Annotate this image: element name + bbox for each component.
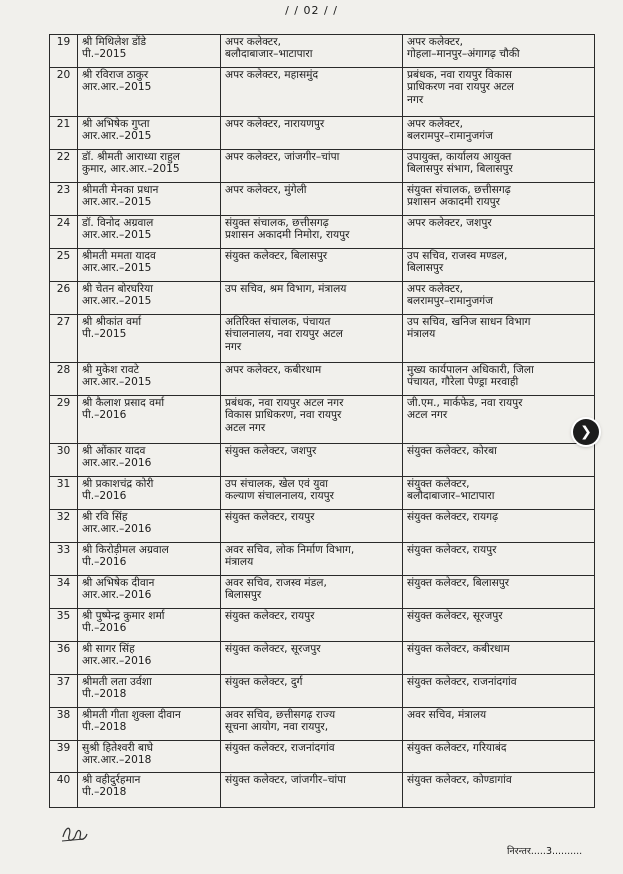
officer-name-cell-line: श्री किरोड़ीमल अग्रवाल bbox=[82, 544, 169, 556]
current-posting-cell-line: संयुक्त कलेक्टर, रायपुर bbox=[225, 511, 315, 523]
new-posting-cell bbox=[403, 396, 595, 444]
new-posting-cell bbox=[403, 477, 595, 510]
current-posting-cell bbox=[221, 773, 403, 808]
new-posting-cell-line: उप सचिव, खनिज साधन विभाग bbox=[407, 316, 531, 328]
current-posting-cell bbox=[221, 315, 403, 363]
current-posting-cell bbox=[221, 216, 403, 249]
officer-name-cell-line: पी.–2015 bbox=[82, 328, 127, 341]
officer-name-cell-line: डॉ. श्रीमती आराध्या राहुल bbox=[82, 151, 180, 163]
new-posting-cell bbox=[403, 642, 595, 675]
serial-number-cell: 32 bbox=[50, 510, 78, 543]
current-posting-cell bbox=[221, 444, 403, 477]
officer-name-cell-line: पी.–2018 bbox=[82, 688, 127, 701]
next-page-button[interactable] bbox=[573, 419, 599, 445]
table-row bbox=[50, 249, 595, 282]
new-posting-cell-line: प्राधिकरण नवा रायपुर अटल bbox=[407, 81, 514, 94]
table-row bbox=[50, 216, 595, 249]
current-posting-cell-line: अपर कलेक्टर, मुंगेली bbox=[225, 184, 307, 196]
current-posting-cell bbox=[221, 282, 403, 315]
officer-name-cell-line: श्री प्रकाशचंद्र कोरी bbox=[82, 478, 154, 490]
officer-name-cell-line: श्रीमती ममता यादव bbox=[82, 250, 156, 262]
current-posting-cell-line: संयुक्त कलेक्टर, रायपुर bbox=[225, 610, 315, 622]
serial-number-cell: 40 bbox=[50, 773, 78, 808]
table-row bbox=[50, 543, 595, 576]
officer-name-cell bbox=[78, 773, 221, 808]
current-posting-cell-line: अवर सचिव, लोक निर्माण विभाग, bbox=[225, 544, 355, 556]
page-number-header: / / 02 / / bbox=[285, 4, 338, 17]
signature bbox=[60, 822, 90, 846]
officer-name-cell-line: श्री मिथिलेश डोंडे bbox=[82, 36, 147, 48]
officer-name-cell bbox=[78, 741, 221, 773]
serial-number-cell: 20 bbox=[50, 68, 78, 117]
officer-name-cell-line: श्रीमती गीता शुक्ला दीवान bbox=[82, 709, 181, 721]
table-row bbox=[50, 150, 595, 183]
current-posting-cell-line: बलौदाबाजार–भाटापारा bbox=[225, 48, 313, 61]
officer-name-cell-line: श्री मुकेश रावटे bbox=[82, 364, 139, 376]
officer-name-cell-line: पी.–2016 bbox=[82, 622, 127, 635]
table-row bbox=[50, 315, 595, 363]
officer-name-cell-line: आर.आर.–2015 bbox=[82, 295, 152, 308]
serial-number-cell: 35 bbox=[50, 609, 78, 642]
officer-name-cell-line: आर.आर.–2016 bbox=[82, 589, 152, 602]
current-posting-cell-line: विकास प्राधिकरण, नवा रायपुर bbox=[225, 409, 342, 422]
officer-name-cell-line: कुमार, आर.आर.–2015 bbox=[82, 163, 180, 176]
new-posting-cell-line: जी.एम., मार्कफेड, नवा रायपुर bbox=[407, 397, 523, 409]
current-posting-cell-line: उप संचालक, खेल एवं युवा bbox=[225, 478, 328, 490]
officer-name-cell-line: पी.–2016 bbox=[82, 490, 127, 503]
current-posting-cell-line: संयुक्त कलेक्टर, राजनांदगांव bbox=[225, 742, 335, 754]
officer-name-cell-line: श्री वहीदुर्रहमान bbox=[82, 774, 141, 786]
new-posting-cell bbox=[403, 216, 595, 249]
new-posting-cell bbox=[403, 363, 595, 396]
new-posting-cell-line: संयुक्त संचालक, छत्तीसगढ़ bbox=[407, 184, 511, 196]
current-posting-cell-line: अटल नगर bbox=[225, 421, 266, 434]
serial-number-cell: 21 bbox=[50, 117, 78, 150]
table-row bbox=[50, 675, 595, 708]
serial-number-cell: 37 bbox=[50, 675, 78, 708]
officer-name-cell bbox=[78, 282, 221, 315]
current-posting-cell-line: प्रशासन अकादमी निमोरा, रायपुर bbox=[225, 229, 350, 242]
officer-name-cell bbox=[78, 444, 221, 477]
new-posting-cell bbox=[403, 576, 595, 609]
new-posting-cell-line: बलरामपुर–रामानुजगंज bbox=[407, 130, 494, 143]
new-posting-cell-line: पंचायत, गौरेला पेण्ड्रा मरवाही bbox=[407, 376, 519, 389]
serial-number-cell: 19 bbox=[50, 35, 78, 68]
current-posting-cell bbox=[221, 576, 403, 609]
current-posting-cell bbox=[221, 363, 403, 396]
officer-name-cell-line: श्री अभिषेक दीवान bbox=[82, 577, 155, 589]
current-posting-cell-line: संयुक्त कलेक्टर, बिलासपुर bbox=[225, 250, 328, 262]
officer-name-cell bbox=[78, 216, 221, 249]
new-posting-cell-line: बिलासपुर संभाग, बिलासपुर bbox=[407, 163, 513, 176]
new-posting-cell bbox=[403, 708, 595, 741]
new-posting-cell-line: प्रशासन अकादमी रायपुर bbox=[407, 196, 500, 209]
table-row bbox=[50, 773, 595, 808]
new-posting-cell-line: संयुक्त कलेक्टर, कोरबा bbox=[407, 445, 497, 457]
officer-name-cell-line: श्री पुष्पेन्द्र कुमार शर्मा bbox=[82, 610, 165, 622]
new-posting-cell bbox=[403, 444, 595, 477]
current-posting-cell-line: नगर bbox=[225, 340, 242, 353]
current-posting-cell-line: अवर सचिव, छत्तीसगढ़ राज्य bbox=[225, 709, 336, 721]
officer-name-cell-line: सुश्री हितेश्वरी बाघे bbox=[82, 742, 154, 754]
officer-name-cell bbox=[78, 609, 221, 642]
serial-number-cell: 30 bbox=[50, 444, 78, 477]
current-posting-cell bbox=[221, 117, 403, 150]
new-posting-cell bbox=[403, 150, 595, 183]
chevron-right-icon: ❯ bbox=[580, 424, 592, 440]
new-posting-cell bbox=[403, 282, 595, 315]
officer-name-cell-line: पी.–2015 bbox=[82, 48, 127, 61]
officer-name-cell-line: आर.आर.–2016 bbox=[82, 523, 152, 536]
new-posting-cell-line: संयुक्त कलेक्टर, कोण्डागांव bbox=[407, 774, 512, 786]
serial-number-cell: 28 bbox=[50, 363, 78, 396]
officer-name-cell-line: श्री अभिषेक गुप्ता bbox=[82, 118, 150, 130]
new-posting-cell-line: अपर कलेक्टर, जशपुर bbox=[407, 217, 492, 229]
officer-name-cell-line: आर.आर.–2015 bbox=[82, 262, 152, 275]
officer-name-cell bbox=[78, 68, 221, 117]
officer-name-cell-line: श्री रवि सिंह bbox=[82, 511, 128, 523]
officer-name-cell bbox=[78, 150, 221, 183]
officer-name-cell-line: आर.आर.–2015 bbox=[82, 81, 152, 94]
new-posting-cell-line: संयुक्त कलेक्टर, कबीरधाम bbox=[407, 643, 510, 655]
current-posting-cell bbox=[221, 609, 403, 642]
new-posting-cell-line: संयुक्त कलेक्टर, सूरजपुर bbox=[407, 610, 503, 622]
continued-note: निरन्तर.....3.......... bbox=[507, 846, 583, 857]
current-posting-cell bbox=[221, 35, 403, 68]
officer-name-cell-line: पी.–2016 bbox=[82, 409, 127, 422]
table-row bbox=[50, 510, 595, 543]
current-posting-cell-line: कल्याण संचालनालय, रायपुर bbox=[225, 490, 334, 503]
officer-name-cell bbox=[78, 117, 221, 150]
officer-name-cell bbox=[78, 510, 221, 543]
officer-name-cell-line: आर.आर.–2016 bbox=[82, 655, 152, 668]
new-posting-cell-line: नगर bbox=[407, 93, 424, 106]
current-posting-cell-line: अपर कलेक्टर, महासमुंद bbox=[225, 69, 319, 81]
serial-number-cell: 25 bbox=[50, 249, 78, 282]
current-posting-cell bbox=[221, 510, 403, 543]
officer-name-cell-line: श्री सागर सिंह bbox=[82, 643, 135, 655]
new-posting-cell-line: बलौदाबाजार–भाटापारा bbox=[407, 490, 495, 503]
current-posting-cell-line: अतिरिक्त संचालक, पंचायत bbox=[225, 316, 331, 328]
table-row bbox=[50, 741, 595, 773]
table-row bbox=[50, 183, 595, 216]
table-row bbox=[50, 444, 595, 477]
current-posting-cell bbox=[221, 150, 403, 183]
current-posting-cell-line: बिलासपुर bbox=[225, 589, 262, 602]
current-posting-cell-line: अपर कलेक्टर, नारायणपुर bbox=[225, 118, 325, 130]
current-posting-cell-line: संयुक्त कलेक्टर, जशपुर bbox=[225, 445, 317, 457]
current-posting-cell-line: संयुक्त कलेक्टर, जांजगीर–चांपा bbox=[225, 774, 346, 786]
new-posting-cell-line: मुख्य कार्यपालन अधिकारी, जिला bbox=[407, 364, 534, 376]
new-posting-cell-line: संयुक्त कलेक्टर, रायगढ़ bbox=[407, 511, 499, 523]
current-posting-cell bbox=[221, 543, 403, 576]
new-posting-cell-line: गोहला–मानपुर–अंगागढ़ चौकी bbox=[407, 48, 520, 61]
serial-number-cell: 39 bbox=[50, 741, 78, 773]
officer-name-cell-line: आर.आर.–2015 bbox=[82, 229, 152, 242]
officer-name-cell bbox=[78, 642, 221, 675]
table-row bbox=[50, 609, 595, 642]
new-posting-cell-line: बिलासपुर bbox=[407, 262, 444, 275]
officer-name-cell bbox=[78, 477, 221, 510]
current-posting-cell-line: अपर कलेक्टर, जांजगीर–चांपा bbox=[225, 151, 340, 163]
current-posting-cell-line: संयुक्त कलेक्टर, सूरजपुर bbox=[225, 643, 321, 655]
table-row bbox=[50, 363, 595, 396]
new-posting-cell bbox=[403, 68, 595, 117]
serial-number-cell: 24 bbox=[50, 216, 78, 249]
new-posting-cell-line: मंत्रालय bbox=[407, 328, 436, 341]
officer-name-cell-line: आर.आर.–2015 bbox=[82, 196, 152, 209]
current-posting-cell bbox=[221, 477, 403, 510]
serial-number-cell: 33 bbox=[50, 543, 78, 576]
new-posting-cell-line: अपर कलेक्टर, bbox=[407, 36, 463, 48]
new-posting-cell bbox=[403, 249, 595, 282]
new-posting-cell-line: उपायुक्त, कार्यालय आयुक्त bbox=[407, 151, 512, 163]
new-posting-cell-line: संयुक्त कलेक्टर, राजनांदगांव bbox=[407, 676, 517, 688]
current-posting-cell-line: संयुक्त कलेक्टर, दुर्ग bbox=[225, 676, 303, 688]
officer-name-cell-line: श्रीमती मेनका प्रधान bbox=[82, 184, 159, 196]
officer-name-cell-line: पी.–2016 bbox=[82, 556, 127, 569]
new-posting-cell bbox=[403, 315, 595, 363]
officer-name-cell bbox=[78, 576, 221, 609]
new-posting-cell-line: प्रबंधक, नवा रायपुर विकास bbox=[407, 69, 512, 81]
new-posting-cell-line: अपर कलेक्टर, bbox=[407, 118, 463, 130]
officer-name-cell bbox=[78, 363, 221, 396]
new-posting-cell-line: अपर कलेक्टर, bbox=[407, 283, 463, 295]
new-posting-cell bbox=[403, 773, 595, 808]
officer-name-cell-line: आर.आर.–2015 bbox=[82, 376, 152, 389]
serial-number-cell: 22 bbox=[50, 150, 78, 183]
officer-name-cell-line: पी.–2018 bbox=[82, 786, 127, 799]
table-row bbox=[50, 642, 595, 675]
new-posting-cell bbox=[403, 609, 595, 642]
new-posting-cell bbox=[403, 35, 595, 68]
new-posting-cell-line: संयुक्त कलेक्टर, रायपुर bbox=[407, 544, 497, 556]
officer-name-cell-line: श्री कैलाश प्रसाद वर्मा bbox=[82, 397, 165, 409]
current-posting-cell-line: सूचना आयोग, नवा रायपुर, bbox=[225, 721, 329, 734]
officer-name-cell-line: श्री श्रीकांत वर्मा bbox=[82, 316, 142, 328]
new-posting-cell-line: संयुक्त कलेक्टर, बिलासपुर bbox=[407, 577, 510, 589]
serial-number-cell: 38 bbox=[50, 708, 78, 741]
table-row bbox=[50, 396, 595, 444]
serial-number-cell: 34 bbox=[50, 576, 78, 609]
new-posting-cell-line: अवर सचिव, मंत्रालय bbox=[407, 709, 487, 721]
new-posting-cell-line: अटल नगर bbox=[407, 409, 448, 422]
current-posting-cell-line: प्रबंधक, नवा रायपुर अटल नगर bbox=[225, 397, 344, 409]
current-posting-cell-line: उप सचिव, श्रम विभाग, मंत्रालय bbox=[225, 283, 347, 295]
table-row bbox=[50, 576, 595, 609]
officer-name-cell bbox=[78, 396, 221, 444]
new-posting-cell bbox=[403, 543, 595, 576]
serial-number-cell: 27 bbox=[50, 315, 78, 363]
transfer-order-table bbox=[49, 34, 595, 808]
officer-name-cell bbox=[78, 675, 221, 708]
new-posting-cell bbox=[403, 117, 595, 150]
new-posting-cell-line: संयुक्त कलेक्टर, bbox=[407, 478, 470, 490]
table-row bbox=[50, 35, 595, 68]
new-posting-cell-line: उप सचिव, राजस्व मण्डल, bbox=[407, 250, 508, 262]
current-posting-cell-line: अवर सचिव, राजस्व मंडल, bbox=[225, 577, 327, 589]
officer-name-cell bbox=[78, 543, 221, 576]
new-posting-cell bbox=[403, 741, 595, 773]
serial-number-cell: 31 bbox=[50, 477, 78, 510]
officer-name-cell-line: श्रीमती लता उर्वशा bbox=[82, 676, 152, 688]
officer-name-cell bbox=[78, 315, 221, 363]
serial-number-cell: 29 bbox=[50, 396, 78, 444]
officer-name-cell-line: आर.आर.–2016 bbox=[82, 457, 152, 470]
current-posting-cell bbox=[221, 396, 403, 444]
table-row bbox=[50, 117, 595, 150]
new-posting-cell bbox=[403, 510, 595, 543]
current-posting-cell bbox=[221, 741, 403, 773]
officer-name-cell bbox=[78, 249, 221, 282]
current-posting-cell bbox=[221, 675, 403, 708]
officer-name-cell bbox=[78, 35, 221, 68]
officer-name-cell-line: आर.आर.–2015 bbox=[82, 130, 152, 143]
officer-name-cell-line: पी.–2018 bbox=[82, 721, 127, 734]
table-row bbox=[50, 68, 595, 117]
serial-number-cell: 36 bbox=[50, 642, 78, 675]
current-posting-cell-line: संचालनालय, नवा रायपुर अटल bbox=[225, 328, 343, 341]
officer-name-cell bbox=[78, 183, 221, 216]
current-posting-cell-line: अपर कलेक्टर, bbox=[225, 36, 281, 48]
serial-number-cell: 23 bbox=[50, 183, 78, 216]
officer-name-cell-line: श्री रविराज ठाकुर bbox=[82, 69, 149, 81]
current-posting-cell bbox=[221, 68, 403, 117]
officer-name-cell-line: श्री ओंकार यादव bbox=[82, 445, 146, 457]
current-posting-cell bbox=[221, 708, 403, 741]
officer-name-cell bbox=[78, 708, 221, 741]
current-posting-cell bbox=[221, 249, 403, 282]
new-posting-cell-line: संयुक्त कलेक्टर, गरियाबंद bbox=[407, 742, 507, 754]
table-row bbox=[50, 708, 595, 741]
officer-name-cell-line: डॉ. विनोद अग्रवाल bbox=[82, 217, 154, 229]
current-posting-cell bbox=[221, 183, 403, 216]
current-posting-cell-line: मंत्रालय bbox=[225, 556, 254, 569]
current-posting-cell-line: अपर कलेक्टर, कबीरधाम bbox=[225, 364, 322, 376]
serial-number-cell: 26 bbox=[50, 282, 78, 315]
officer-name-cell-line: आर.आर.–2018 bbox=[82, 754, 152, 767]
current-posting-cell bbox=[221, 642, 403, 675]
new-posting-cell bbox=[403, 675, 595, 708]
new-posting-cell-line: बलरामपुर–रामानुजगंज bbox=[407, 295, 494, 308]
new-posting-cell bbox=[403, 183, 595, 216]
current-posting-cell-line: संयुक्त संचालक, छत्तीसगढ़ bbox=[225, 217, 329, 229]
table-row bbox=[50, 477, 595, 510]
table-row bbox=[50, 282, 595, 315]
officer-name-cell-line: श्री चेतन बोरघरिया bbox=[82, 283, 153, 295]
